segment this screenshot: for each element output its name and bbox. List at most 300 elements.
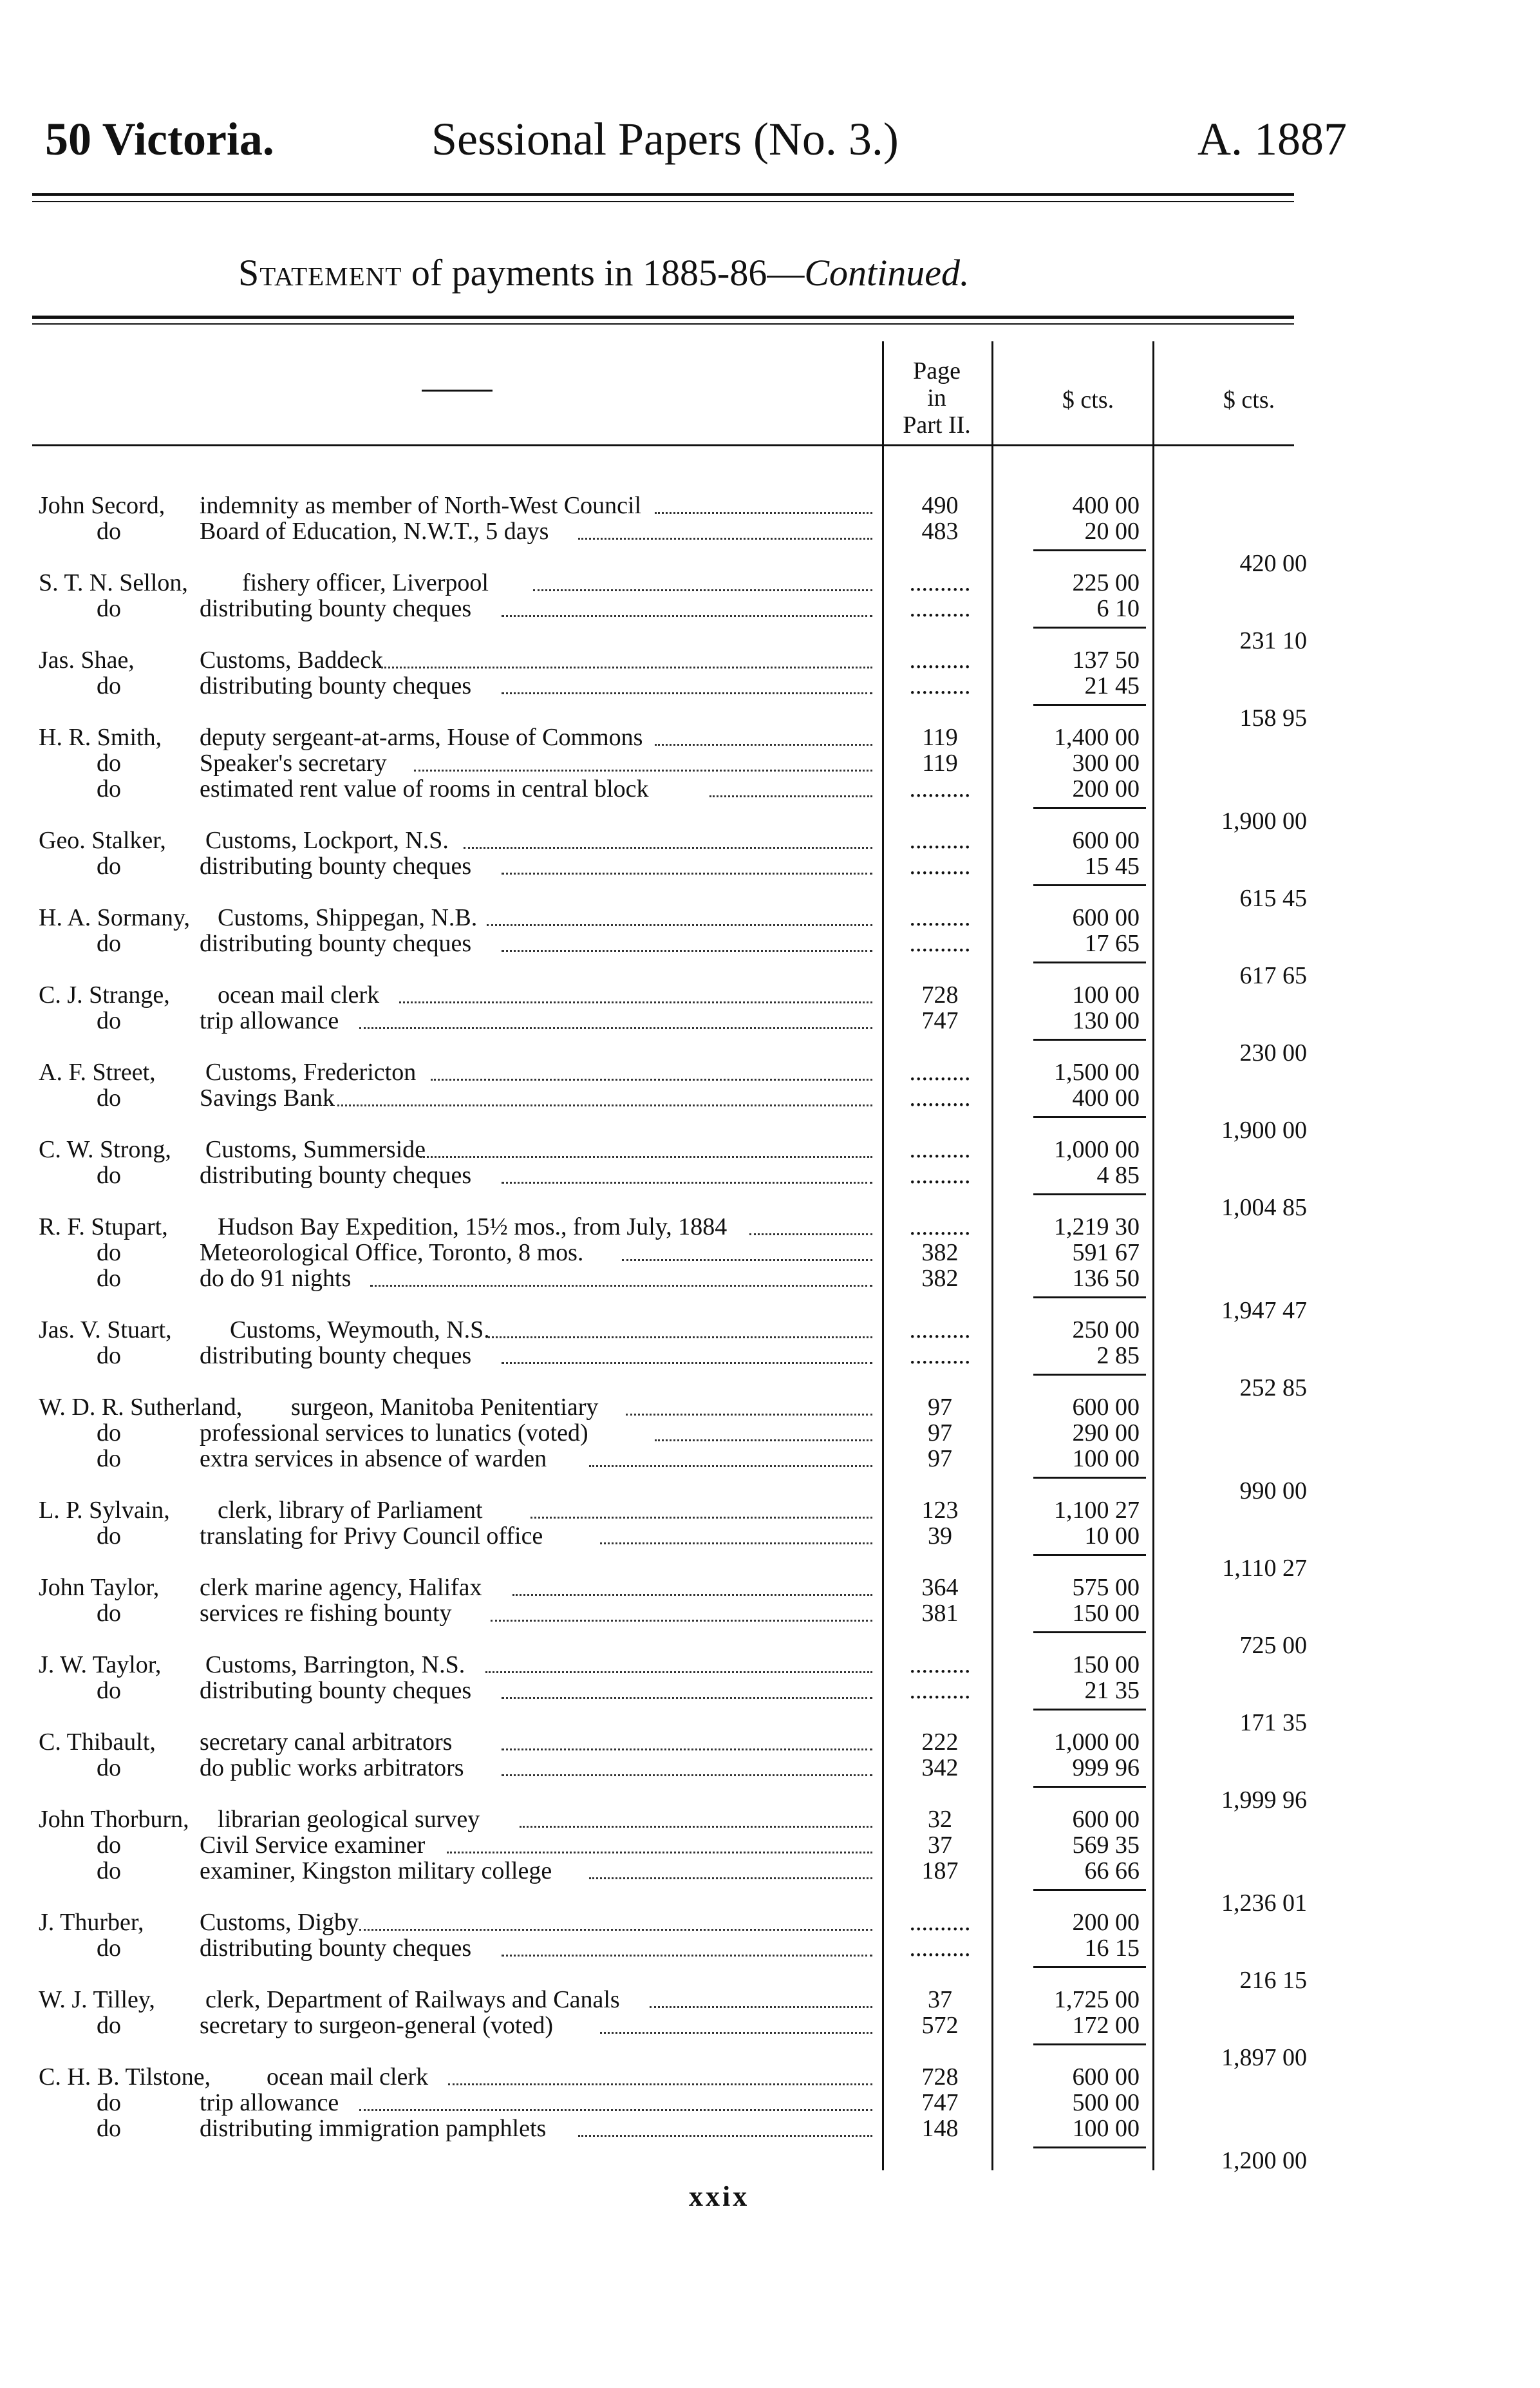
payment-amount: 1,219 30 (1054, 1213, 1140, 1240)
leader-dots (359, 2109, 872, 2111)
page-reference: .......... (909, 775, 971, 802)
leader-dots (359, 1929, 872, 1931)
payee-name: W. D. R. Sutherland, (39, 1394, 243, 1421)
payee-name: do (97, 1419, 121, 1446)
page-reference: .......... (909, 1677, 971, 1704)
payment-description: services re fishing bounty (200, 1600, 452, 1627)
group-total: 252 85 (1239, 1374, 1307, 1401)
payee-name: C. W. Strong, (39, 1136, 171, 1163)
payment-amount: 600 00 (1072, 1394, 1140, 1421)
leader-dots (626, 1414, 872, 1416)
payment-amount: 17 65 (1084, 930, 1140, 957)
payment-amount: 2 85 (1096, 1342, 1140, 1369)
table-row (0, 596, 1540, 621)
group-total: 1,897 00 (1221, 2044, 1307, 2071)
payment-description: do public works arbitrators (200, 1754, 464, 1781)
leader-dots (370, 1285, 872, 1287)
page-reference: 747 (921, 1007, 959, 1034)
payment-description: secretary canal arbitrators (200, 1729, 453, 1756)
year-label: A. 1887 (1197, 113, 1347, 165)
payee-name: do (97, 1935, 121, 1962)
table-row (0, 1214, 1540, 1240)
leader-dots (491, 1620, 872, 1622)
leader-dots (337, 1104, 872, 1106)
page-header-line1: Page (913, 357, 961, 384)
table-row (0, 776, 1540, 802)
payment-amount: 1,000 00 (1054, 1136, 1140, 1163)
payment-amount: 600 00 (1072, 1806, 1140, 1833)
subtotal-rule (1033, 1193, 1146, 1195)
leader-dots (485, 1671, 872, 1673)
subtotal-rule (1033, 704, 1146, 706)
group-total: 1,900 00 (1221, 808, 1307, 835)
table-row (0, 1008, 1540, 1034)
leader-dots (488, 1336, 872, 1338)
payment-amount: 136 50 (1072, 1265, 1140, 1292)
group-total: 1,999 96 (1221, 1786, 1307, 1814)
column-header-rule (32, 444, 1294, 446)
table-row (0, 1678, 1540, 1703)
page-reference: .......... (909, 1909, 971, 1936)
group-total: 615 45 (1239, 885, 1307, 912)
payee-name: do (97, 775, 121, 802)
payee-name: C. J. Strange, (39, 981, 170, 1009)
title-rule-bottom (32, 323, 1294, 325)
subtotal-rule (1033, 1039, 1146, 1041)
payment-description: distributing bounty cheques (200, 853, 472, 880)
payment-description: clerk, Department of Railways and Canals (205, 1986, 620, 2013)
table-row (0, 1600, 1540, 1626)
page-reference: 97 (928, 1445, 952, 1472)
payee-name: do (97, 1162, 121, 1189)
payment-amount: 600 00 (1072, 2063, 1140, 2090)
page-reference: 123 (921, 1497, 959, 1524)
payment-amount: 200 00 (1072, 775, 1140, 802)
table-row (0, 647, 1540, 673)
subtotal-rule (1033, 627, 1146, 629)
table-row (0, 1755, 1540, 1781)
payee-name: John Secord, (39, 492, 165, 519)
leader-dots (420, 1156, 872, 1158)
leader-dots (448, 2083, 872, 2085)
payment-description: Hudson Bay Expedition, 15½ mos., from July, 1884 (218, 1213, 728, 1240)
payment-amount: 500 00 (1072, 2089, 1140, 2116)
payment-description: Customs, Lockport, N.S. (205, 827, 449, 854)
page-reference: .......... (909, 1935, 971, 1962)
payment-description: ocean mail clerk (218, 981, 380, 1009)
payee-name: do (97, 2115, 121, 2142)
payment-description: Board of Education, N.W.T., 5 days (200, 518, 549, 545)
group-total: 1,947 47 (1221, 1297, 1307, 1324)
page-reference: 382 (921, 1265, 959, 1292)
leader-dots (431, 1079, 872, 1081)
payment-amount: 130 00 (1072, 1007, 1140, 1034)
payment-amount: 225 00 (1072, 569, 1140, 596)
leader-dots (502, 873, 872, 875)
payment-amount: 137 50 (1072, 647, 1140, 674)
table-row (0, 1137, 1540, 1162)
subtotal-rule (1033, 549, 1146, 551)
payment-amount: 100 00 (1072, 981, 1140, 1009)
payee-name: L. P. Sylvain, (39, 1497, 170, 1524)
table-row (0, 518, 1540, 544)
page-reference: .......... (909, 930, 971, 957)
payee-name: do (97, 1754, 121, 1781)
header-rule-top (32, 193, 1294, 196)
page-reference: .......... (909, 569, 971, 596)
group-total: 1,110 27 (1222, 1555, 1307, 1582)
leader-dots (578, 2135, 872, 2137)
leader-dots (502, 615, 872, 617)
payment-description: secretary to surgeon-general (voted) (200, 2012, 553, 2039)
leader-dots (464, 847, 872, 849)
leader-dots (502, 1748, 872, 1750)
payment-amount: 150 00 (1072, 1651, 1140, 1678)
group-total: 1,004 85 (1221, 1194, 1307, 1221)
payee-name: do (97, 1600, 121, 1627)
leader-dots (447, 1852, 872, 1853)
payment-amount: 1,400 00 (1054, 724, 1140, 751)
payee-name: do (97, 1342, 121, 1369)
payment-description: Savings Bank (200, 1085, 335, 1112)
leader-dots (600, 1542, 872, 1544)
table-row (0, 1652, 1540, 1678)
payment-amount: 66 66 (1084, 1857, 1140, 1884)
table-row (0, 725, 1540, 750)
payment-description: librarian geological survey (218, 1806, 480, 1833)
payment-description: Customs, Fredericton (205, 1059, 417, 1086)
subtotal-rule (1033, 1966, 1146, 1968)
payment-description: Customs, Baddeck (200, 647, 383, 674)
group-total: 420 00 (1239, 550, 1307, 577)
page-reference: .......... (909, 1342, 971, 1369)
payment-amount: 290 00 (1072, 1419, 1140, 1446)
payment-amount: 600 00 (1072, 904, 1140, 931)
payee-name: do (97, 1265, 121, 1292)
payment-description: examiner, Kingston military college (200, 1857, 552, 1884)
payment-amount: 10 00 (1084, 1522, 1140, 1549)
table-row (0, 828, 1540, 853)
payment-amount: 591 67 (1072, 1239, 1140, 1266)
page-reference: .......... (909, 1136, 971, 1163)
payee-name: J. Thurber, (39, 1909, 144, 1936)
table-row (0, 1162, 1540, 1188)
payee-name: do (97, 518, 121, 545)
group-total: 230 00 (1239, 1039, 1307, 1066)
page-reference: 490 (921, 492, 959, 519)
page-header-line2: in (927, 384, 946, 412)
title-middle: of payments in 1885-86— (402, 252, 805, 294)
header-rule-bottom (32, 201, 1294, 202)
leader-dots (650, 2006, 872, 2008)
payee-name: R. F. Stupart, (39, 1213, 168, 1240)
payee-name: do (97, 672, 121, 699)
leader-dots (502, 692, 872, 694)
group-total: 617 65 (1239, 962, 1307, 989)
leader-dots (487, 924, 872, 926)
payee-name: do (97, 1857, 121, 1884)
payment-description: distributing bounty cheques (200, 1342, 472, 1369)
table-row (0, 1420, 1540, 1446)
payee-name: H. R. Smith, (39, 724, 162, 751)
table-row (0, 1265, 1540, 1291)
leader-dots (502, 1362, 872, 1364)
page-reference: .......... (909, 1162, 971, 1189)
payment-description: Civil Service examiner (200, 1832, 426, 1859)
leader-dots (502, 1955, 872, 1957)
payment-description: Speaker's secretary (200, 750, 387, 777)
table-row (0, 1909, 1540, 1935)
table-row (0, 1858, 1540, 1884)
payee-name: Jas. Shae, (39, 647, 135, 674)
payee-name: do (97, 1832, 121, 1859)
title-suffix: Continued. (804, 252, 970, 294)
page-reference: .......... (909, 1316, 971, 1343)
table-row (0, 1806, 1540, 1832)
payment-description: Customs, Shippegan, N.B. (218, 904, 478, 931)
payment-description: Customs, Summerside (205, 1136, 426, 1163)
payee-name: do (97, 853, 121, 880)
leader-dots (622, 1259, 872, 1261)
page-reference: .......... (909, 595, 971, 622)
subtotal-rule (1033, 2146, 1146, 2148)
payment-description: estimated rent value of rooms in central block (200, 775, 649, 802)
payment-amount: 200 00 (1072, 1909, 1140, 1936)
payment-description: Customs, Weymouth, N.S. (230, 1316, 490, 1343)
leader-dots (502, 950, 872, 952)
table-row (0, 1240, 1540, 1265)
payment-amount: 21 35 (1084, 1677, 1140, 1704)
leader-dots (381, 667, 872, 668)
page-reference: .......... (909, 1085, 971, 1112)
page-reference: .......... (909, 1651, 971, 1678)
group-total: 1,900 00 (1221, 1117, 1307, 1144)
payment-amount: 4 85 (1096, 1162, 1140, 1189)
payee-name: John Taylor, (39, 1574, 160, 1601)
page-reference: 37 (928, 1986, 952, 2013)
subtotal-rule (1033, 1296, 1146, 1298)
page-reference: 747 (921, 2089, 959, 2116)
payment-description: trip allowance (200, 2089, 339, 2116)
leader-dots (533, 589, 872, 591)
payment-description: fishery officer, Liverpool (242, 569, 489, 596)
table-row (0, 1394, 1540, 1420)
payment-description: distributing bounty cheques (200, 1677, 472, 1704)
group-total: 231 10 (1239, 627, 1307, 654)
payment-amount: 100 00 (1072, 2115, 1140, 2142)
table-row (0, 2064, 1540, 2090)
page-reference: .......... (909, 1059, 971, 1086)
subtotal-rule (1033, 2043, 1146, 2045)
subtotal-rule (1033, 884, 1146, 886)
payment-description: Customs, Digby (200, 1909, 359, 1936)
leader-dots (512, 1594, 872, 1596)
table-row (0, 1085, 1540, 1111)
table-row (0, 1059, 1540, 1085)
leader-dots (578, 538, 872, 540)
leader-dots (399, 1001, 872, 1003)
page-reference: 381 (921, 1600, 959, 1627)
payment-description: do do 91 nights (200, 1265, 352, 1292)
payment-description: distributing bounty cheques (200, 930, 472, 957)
leader-dots (502, 1774, 872, 1776)
table-row (0, 2013, 1540, 2038)
payment-description: trip allowance (200, 1007, 339, 1034)
payment-description: ocean mail clerk (267, 2063, 429, 2090)
subtotal-rule (1033, 1709, 1146, 1710)
leader-dots (589, 1465, 872, 1467)
group-total: 1,200 00 (1221, 2147, 1307, 2174)
payee-name: do (97, 2089, 121, 2116)
subtotal-rule (1033, 807, 1146, 809)
page-reference: 572 (921, 2012, 959, 2039)
leader-dots (655, 1439, 872, 1441)
payee-name: do (97, 930, 121, 957)
leader-dots (520, 1826, 872, 1828)
table-row (0, 1729, 1540, 1755)
payment-description: distributing immigration pamphlets (200, 2115, 547, 2142)
page-reference: 342 (921, 1754, 959, 1781)
payment-amount: 16 15 (1084, 1935, 1140, 1962)
table-row (0, 2090, 1540, 2116)
page-reference: .......... (909, 672, 971, 699)
page-reference: 37 (928, 1832, 952, 1859)
leader-dots (502, 1182, 872, 1184)
payment-description: Meteorological Office, Toronto, 8 mos. (200, 1239, 584, 1266)
payee-name: do (97, 1445, 121, 1472)
payment-amount: 1,100 27 (1054, 1497, 1140, 1524)
page-header-line3: Part II. (903, 412, 971, 439)
payee-name: do (97, 1007, 121, 1034)
page-reference: 382 (921, 1239, 959, 1266)
payee-name: do (97, 1677, 121, 1704)
page-reference: 483 (921, 518, 959, 545)
description-column-header (422, 390, 493, 392)
page-reference: .......... (909, 904, 971, 931)
payee-name: Jas. V. Stuart, (39, 1316, 172, 1343)
payment-description: surgeon, Manitoba Penitentiary (291, 1394, 599, 1421)
table-row (0, 1987, 1540, 2013)
payee-name: do (97, 1085, 121, 1112)
table-row (0, 1343, 1540, 1369)
payment-amount: 150 00 (1072, 1600, 1140, 1627)
group-total: 216 15 (1239, 1967, 1307, 1994)
group-total: 725 00 (1239, 1632, 1307, 1659)
leader-dots (502, 1697, 872, 1699)
amount-column-header: $ cts. (1062, 386, 1114, 413)
payee-name: do (97, 1522, 121, 1549)
payment-description: distributing bounty cheques (200, 1935, 472, 1962)
payment-description: distributing bounty cheques (200, 1162, 472, 1189)
subtotal-rule (1033, 1374, 1146, 1376)
page-column-header (885, 357, 988, 439)
payee-name: H. A. Sormany, (39, 904, 191, 931)
page-reference: .......... (909, 647, 971, 674)
payment-amount: 400 00 (1072, 1085, 1140, 1112)
payment-amount: 21 45 (1084, 672, 1140, 699)
payment-amount: 6 10 (1096, 595, 1140, 622)
payment-amount: 1,000 00 (1054, 1729, 1140, 1756)
table-row (0, 1523, 1540, 1549)
payee-name: John Thorburn, (39, 1806, 189, 1833)
payee-name: J. W. Taylor, (39, 1651, 162, 1678)
table-row (0, 931, 1540, 956)
payee-name: C. H. B. Tilstone, (39, 2063, 211, 2090)
table-row (0, 493, 1540, 518)
page-reference: 119 (922, 750, 958, 777)
payment-description: deputy sergeant-at-arms, House of Commons (200, 724, 643, 751)
group-total: 171 35 (1239, 1709, 1307, 1736)
group-total: 1,236 01 (1221, 1890, 1307, 1917)
payment-amount: 100 00 (1072, 1445, 1140, 1472)
table-row (0, 905, 1540, 931)
subtotal-rule (1033, 1786, 1146, 1788)
payee-name: W. J. Tilley, (39, 1986, 155, 2013)
payment-description: clerk marine agency, Halifax (200, 1574, 482, 1601)
page-reference: 148 (921, 2115, 959, 2142)
table-row (0, 570, 1540, 596)
table-row (0, 1317, 1540, 1343)
payment-amount: 600 00 (1072, 827, 1140, 854)
payment-amount: 250 00 (1072, 1316, 1140, 1343)
leader-dots (655, 744, 872, 746)
table-row (0, 2116, 1540, 2141)
table-row (0, 853, 1540, 879)
total-column-header: $ cts. (1223, 386, 1275, 413)
payment-amount: 569 35 (1072, 1832, 1140, 1859)
publication-title: Sessional Papers (No. 3.) (431, 113, 899, 165)
page-reference: 97 (928, 1419, 952, 1446)
payment-description: clerk, library of Parliament (218, 1497, 483, 1524)
leader-dots (359, 1027, 872, 1029)
table-row (0, 982, 1540, 1008)
leader-dots (709, 795, 872, 797)
statement-title (238, 251, 970, 294)
page-number: xxix (689, 2181, 750, 2212)
table-row (0, 1446, 1540, 1472)
payment-amount: 1,725 00 (1054, 1986, 1140, 2013)
payment-amount: 172 00 (1072, 2012, 1140, 2039)
leader-dots (600, 2032, 872, 2034)
payment-amount: 15 45 (1084, 853, 1140, 880)
page-reference: .......... (909, 853, 971, 880)
payment-description: translating for Privy Council office (200, 1522, 543, 1549)
volume-label: 50 Victoria. (45, 113, 274, 165)
leader-dots (414, 770, 872, 772)
leader-dots (589, 1877, 872, 1879)
payee-name: S. T. N. Sellon, (39, 569, 188, 596)
page-reference: 728 (921, 981, 959, 1009)
subtotal-rule (1033, 962, 1146, 963)
page-reference: 728 (921, 2063, 959, 2090)
table-row (0, 1497, 1540, 1523)
page-reference: 97 (928, 1394, 952, 1421)
page-reference: .......... (909, 1213, 971, 1240)
table-row (0, 1832, 1540, 1858)
page-reference: 39 (928, 1522, 952, 1549)
payment-amount: 300 00 (1072, 750, 1140, 777)
subtotal-rule (1033, 1889, 1146, 1891)
page-reference: .......... (909, 827, 971, 854)
table-row (0, 1935, 1540, 1961)
payee-name: Geo. Stalker, (39, 827, 166, 854)
title-rule-top (32, 316, 1294, 319)
table-row (0, 750, 1540, 776)
subtotal-rule (1033, 1477, 1146, 1479)
subtotal-rule (1033, 1631, 1146, 1633)
payment-description: Customs, Barrington, N.S. (205, 1651, 465, 1678)
payee-name: do (97, 2012, 121, 2039)
